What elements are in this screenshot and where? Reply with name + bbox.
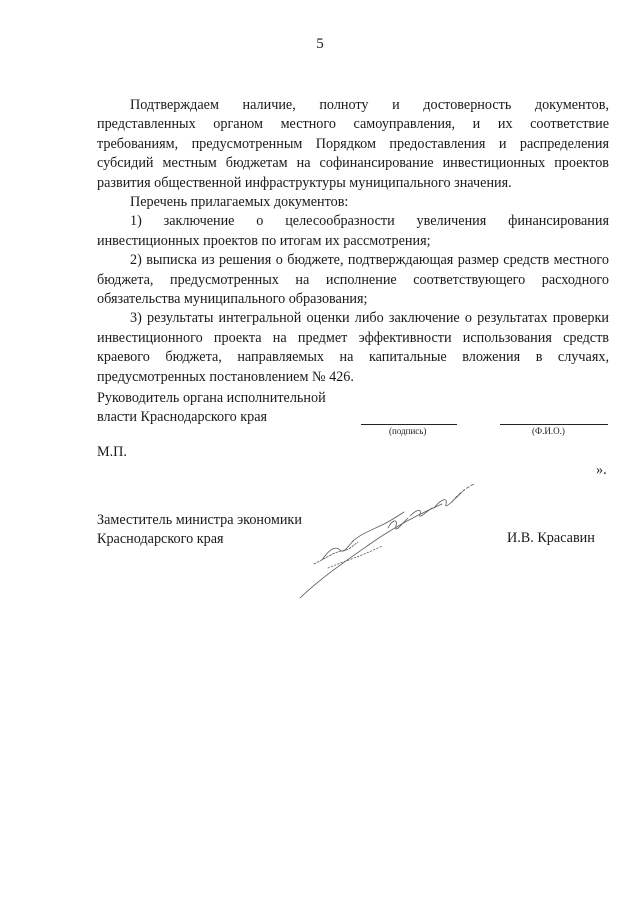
name-caption: (Ф.И.О.) — [532, 426, 565, 436]
confirmation-paragraph: Подтверждаем наличие, полноту и достоверность документов, представленных органом местного самоуправления, и их соответствие требованиям, предусмотренным Порядком предоставления и распределения субсидий местным бюджетам на софинансирование инвестиционных проектов развития общественной инфраструктуры муниципального значения. — [97, 97, 609, 191]
document-body — [97, 96, 609, 387]
signature-line — [361, 424, 457, 425]
signature-caption: (подпись) — [389, 426, 427, 436]
deputy-title-line2: Краснодарского края — [97, 531, 224, 548]
head-title-line2: власти Краснодарского края — [97, 409, 268, 426]
head-signatory-title — [97, 389, 367, 428]
attachment-item-3: 3) результаты интегральной оценки либо заключение о результатах проверки инвестиционного проекта на предмет эффективности использования средств краевого бюджета, направляемых на капитальные вложения в случаях, предусмотренных постановлением № 426. — [97, 310, 609, 385]
deputy-signatory-title — [97, 511, 397, 550]
head-title-line1: Руководитель органа исполнительной — [97, 390, 326, 406]
deputy-name: И.В. Красавин — [507, 530, 595, 546]
attachments-heading: Перечень прилагаемых документов: — [130, 194, 349, 211]
name-line — [500, 424, 608, 425]
attachment-item-1: 1) заключение о целесообразности увеличения финансирования инвестиционных проектов по итогам их рассмотрения; — [97, 213, 609, 249]
deputy-title-line1: Заместитель министра экономики — [97, 512, 302, 528]
seal-label: М.П. — [97, 444, 127, 460]
page-number: 5 — [316, 36, 324, 52]
closing-quote-mark: ». — [596, 462, 607, 478]
attachment-item-2: 2) выписка из решения о бюджете, подтверждающая размер средств местного бюджета, предусмотренных на исполнение соответствующего расходного обязательства муниципального образования; — [97, 252, 609, 308]
